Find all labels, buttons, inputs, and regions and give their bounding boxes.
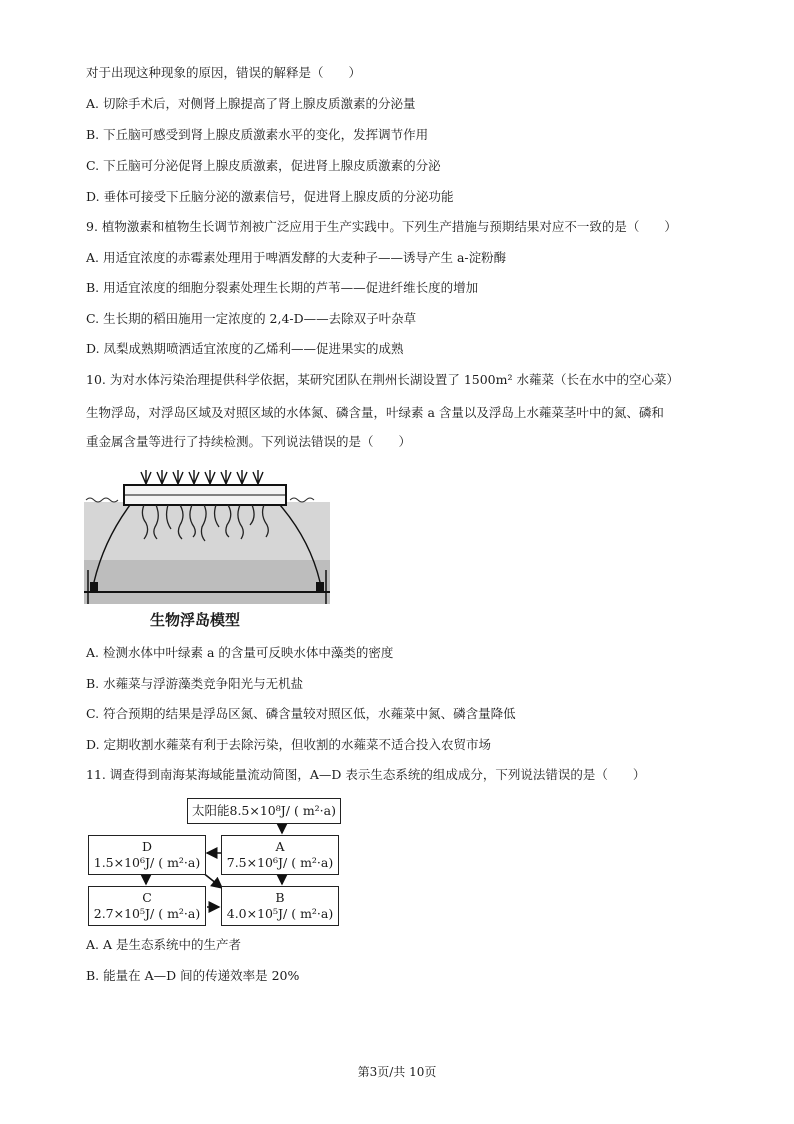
node-b (221, 886, 339, 926)
node-c-value: 2.7×10⁵J/ ( m²·a) (93, 906, 201, 921)
page-footer: 第3页/共 10页 (357, 1065, 437, 1079)
q11-option-b: B. 能量在 A—D 间的传递效率是 20% (86, 968, 300, 983)
node-sun-text: 太阳能8.5×10⁸J/ ( m²·a) (192, 803, 336, 818)
anchor-left (90, 582, 98, 592)
q8-option-d: D. 垂体可接受下丘脑分泌的激素信号，促进肾上腺皮质的分泌功能 (86, 189, 454, 204)
q8-option-c: C. 下丘脑可分泌促肾上腺皮质激素，促进肾上腺皮质激素的分泌 (86, 158, 441, 173)
q9-option-a: A. 用适宜浓度的赤霉素处理用于啤酒发酵的大麦种子——诱导产生 a-淀粉酶 (86, 250, 507, 265)
q10-stem-line-3: 重金属含量等进行了持续检测。下列说法错误的是（ ） (86, 434, 412, 449)
node-a-label: A (275, 839, 285, 854)
q11-stem: 11. 调查得到南海某海域能量流动简图，A—D 表示生态系统的组成成分，下列说法错误的是（ ） (86, 767, 646, 782)
q10-stem-line-1: 10. 为对水体污染治理提供科学依据，某研究团队在荆州长湖设置了 1500m² 水蕹菜（长在水中的空心菜） (86, 372, 679, 387)
node-a-value: 7.5×10⁶J/ ( m²·a) (226, 855, 334, 870)
q10-option-a: A. 检测水体中叶绿素 a 的含量可反映水体中藻类的密度 (86, 645, 394, 660)
node-b-label: B (275, 890, 285, 905)
floating-island-figure (84, 460, 330, 604)
node-d-label: D (141, 839, 153, 854)
q9-option-b: B. 用适宜浓度的细胞分裂素处理生长期的芦苇——促进纤维长度的增加 (86, 280, 479, 295)
node-c-label: C (142, 890, 152, 905)
q8-option-b: B. 下丘脑可感受到肾上腺皮质激素水平的变化，发挥调节作用 (86, 127, 429, 142)
q9-option-d: D. 凤梨成熟期喷洒适宜浓度的乙烯利——促进果实的成熟 (86, 341, 404, 356)
node-a (221, 835, 339, 875)
q9-option-c: C. 生长期的稻田施用一定浓度的 2,4-D——去除双子叶杂草 (86, 311, 417, 326)
q11-option-a: A. A 是生态系统中的生产者 (86, 937, 241, 952)
q10-stem-line-2: 生物浮岛，对浮岛区域及对照区域的水体氮、磷含量，叶绿素 a 含量以及浮岛上水蕹菜茎叶中的氮、磷和 (86, 405, 664, 420)
anchor-right (316, 582, 324, 592)
node-d-value: 1.5×10⁶J/ ( m²·a) (93, 855, 201, 870)
q8-stem: 对于出现这种现象的原因，错误的解释是（ ） (86, 65, 362, 80)
q10-option-b: B. 水蕹菜与浮游藻类竞争阳光与无机盐 (86, 676, 304, 691)
q8-option-a: A. 切除手术后，对侧肾上腺提高了肾上腺皮质激素的分泌量 (86, 96, 416, 111)
node-d (88, 835, 206, 875)
node-b-value: 4.0×10⁵J/ ( m²·a) (226, 906, 334, 921)
node-c (88, 886, 206, 926)
figure-caption: 生物浮岛模型 (150, 611, 241, 629)
q10-option-d: D. 定期收割水蕹菜有利于去除污染，但收割的水蕹菜不适合投入农贸市场 (86, 737, 492, 752)
node-sun (187, 798, 341, 824)
q10-option-c: C. 符合预期的结果是浮岛区氮、磷含量较对照区低，水蕹菜中氮、磷含量降低 (86, 706, 516, 721)
q9-stem: 9. 植物激素和植物生长调节剂被广泛应用于生产实践中。下列生产措施与预期结果对应不一致的是（ ） (86, 219, 677, 234)
